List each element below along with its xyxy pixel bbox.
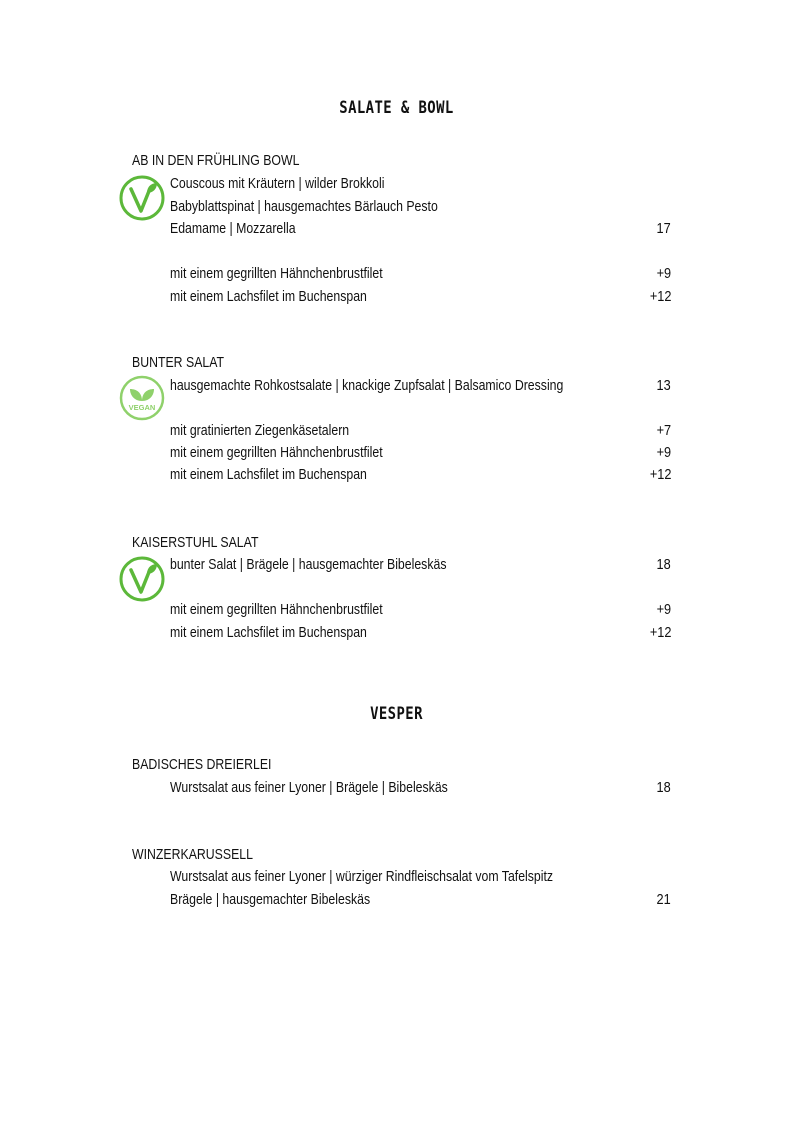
- dish-description-line: Babyblattspinat | hausgemachtes Bärlauch Pesto: [170, 198, 438, 215]
- vegan-icon: [118, 374, 166, 422]
- dish-description-line: Wurstsalat aus feiner Lyoner | würziger Rindfleischsalat vom Tafelspitz: [170, 868, 554, 885]
- extra-price: +9: [656, 265, 671, 282]
- extra-option: mit gratinierten Ziegenkäsetalern: [170, 422, 350, 439]
- dish-name: BUNTER SALAT: [132, 354, 225, 371]
- dish-name: KAISERSTUHL SALAT: [132, 534, 259, 551]
- vegan-badge-text: VEGAN: [128, 403, 156, 412]
- extra-price: +12: [649, 288, 671, 305]
- extra-option: mit einem gegrillten Hähnchenbrustfilet: [170, 444, 383, 461]
- extra-option: mit einem gegrillten Hähnchenbrustfilet: [170, 265, 383, 282]
- extra-option: mit einem gegrillten Hähnchenbrustfilet: [170, 601, 383, 618]
- section-heading-vesper: VESPER: [370, 704, 423, 724]
- extra-price: +12: [649, 466, 671, 483]
- dish-price: 13: [656, 377, 671, 394]
- dish-description-line: Edamame | Mozzarella: [170, 220, 296, 237]
- dish-name: BADISCHES DREIERLEI: [132, 756, 272, 773]
- dish-description-line: Wurstsalat aus feiner Lyoner | Brägele | Bibeleskäs: [170, 779, 448, 796]
- dish-name: WINZERKARUSSELL: [132, 846, 253, 863]
- extra-option: mit einem Lachsfilet im Buchenspan: [170, 288, 367, 305]
- extra-price: +12: [649, 624, 671, 641]
- dish-price: 21: [656, 891, 671, 908]
- dish-description-line: hausgemachte Rohkostsalate | knackige Zupfsalat | Balsamico Dressing: [170, 377, 564, 394]
- extra-option: mit einem Lachsfilet im Buchenspan: [170, 466, 367, 483]
- dish-description-line: bunter Salat | Brägele | hausgemachter Bibeleskäs: [170, 556, 447, 573]
- dish-price: 17: [656, 220, 671, 237]
- extra-price: +9: [656, 444, 671, 461]
- dish-description-line: Couscous mit Kräutern | wilder Brokkoli: [170, 175, 385, 192]
- dish-price: 18: [656, 779, 671, 796]
- vegetarian-v-icon: [118, 555, 166, 603]
- dish-name: AB IN DEN FRÜHLING BOWL: [132, 152, 300, 169]
- vegetarian-v-icon: [118, 174, 166, 222]
- extra-price: +7: [656, 422, 671, 439]
- dish-price: 18: [656, 556, 671, 573]
- extra-price: +9: [656, 601, 671, 618]
- section-heading-salate: SALATE & BOWL: [339, 98, 454, 118]
- extra-option: mit einem Lachsfilet im Buchenspan: [170, 624, 367, 641]
- dish-description-line: Brägele | hausgemachter Bibeleskäs: [170, 891, 371, 908]
